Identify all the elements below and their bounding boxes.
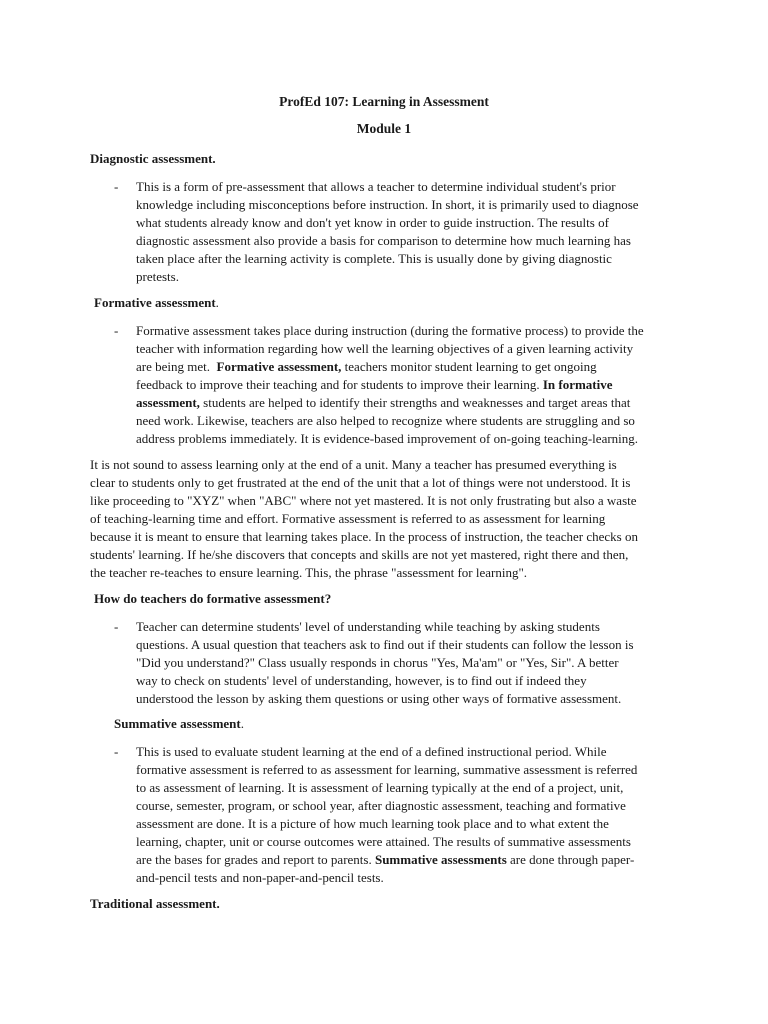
body-paragraph [90,456,710,582]
bullet-dash: - [114,619,119,634]
text-line: to as assessment of learning. It is assessment of learning typically at the end of a project, unit, [136,780,624,795]
text-line: the teacher re-teaches to ensure learning. This, the phrase "assessment for learning". [90,565,528,580]
text-line: understood the lesson by asking them questions or using other ways of formative assessment. [136,691,622,706]
bullet-dash: - [114,179,119,194]
diagnostic-heading: Diagnostic assessment. [90,151,216,166]
text-line [136,851,637,869]
text-line: what students already know and don't yet know in order to guide instruction. The results of [136,215,609,230]
text-line [136,376,644,394]
text-line: This is a form of pre-assessment that allows a teacher to determine individual student's prior [136,179,616,194]
text-line [136,394,644,412]
summative-text [136,743,637,887]
text-line: diagnostic assessment also provide a basis for comparison to determine how much learning has [136,233,631,248]
text-line: teacher with information regarding how well the learning objectives of a given learning activity [136,341,634,356]
how-text [136,618,634,708]
traditional-heading: Traditional assessment. [90,896,220,911]
summative-heading [114,715,244,733]
bold-run: Summative assessments [374,852,507,867]
text-line: formative assessment is referred to as assessment for learning, summative assessment is referred [136,762,638,777]
text-line: address problems immediately. It is evidence-based improvement of on-going teaching-learning. [136,431,639,446]
text-run: feedback to improve their teaching and for students to improve their learning. [136,377,543,392]
bold-run: Formative assessment, [216,359,342,374]
text-run: students are helped to identify their strengths and weaknesses and target areas that [199,395,631,410]
text-line: taken place after the learning activity is complete. This is usually done by giving diagnostic [136,251,612,266]
text-line: like proceeding to "XYZ" when "ABC" where not yet mastered. It is not only frustrating but also a waste [90,493,637,508]
text-run: are the bases for grades and report to parents. [136,852,375,867]
how-heading: How do teachers do formative assessment? [94,591,332,606]
text-line: "Did you understand?" Class usually responds in chorus "Yes, Ma'am" or "Yes, Sir". A better [136,655,619,670]
text-line: and-pencil tests and non-paper-and-pencil tests. [136,870,384,885]
text-line: knowledge including misconceptions before instruction. In short, it is primarily used to diagnose [136,197,639,212]
text-line: Teacher can determine students' level of understanding while teaching by asking students [136,619,600,634]
formative-heading-period: . [215,295,219,310]
bold-run: In formative [542,377,613,392]
text-run: are done through paper- [506,852,635,867]
formative-heading [94,294,219,312]
text-line: way to check on students' level of understanding, however, is to find out if indeed they [136,673,587,688]
text-line: course, semester, program, or school year, after diagnostic assessment, teaching and formative [136,798,626,813]
text-line: clear to students only to get frustrated at the end of the unit that a lot of things were not understood. It is [90,475,631,490]
text-line [136,358,644,376]
formative-heading-text: Formative assessment [94,295,216,310]
text-line: pretests. [136,269,179,284]
text-line: This is used to evaluate student learning at the end of a defined instructional period. While [136,744,607,759]
text-line: of teaching-learning time and effort. Formative assessment is referred to as assessment for learning [90,511,606,526]
text-line: need work. Likewise, teachers are also helped to recognize where students are struggling and so [136,413,635,428]
text-line: students' learning. If he/she discovers that concepts and skills are not yet mastered, right there and then, [90,547,629,562]
text-line: learning, chapter, unit or course outcomes were attained. The results of summative assessments [136,834,631,849]
text-line: assessment are done. It is a picture of how much learning took place and to what extent the [136,816,609,831]
document-title: ProfEd 107: Learning in Assessment [279,94,489,109]
text-run: teachers monitor student learning to get ongoing [341,359,597,374]
text-line: because it is meant to ensure that learning takes place. In the process of instruction, the teacher checks on [90,529,638,544]
bullet-dash: - [114,323,119,338]
text-line: Formative assessment takes place during instruction (during the formative process) to provide the [136,323,644,338]
text-line: It is not sound to assess learning only at the end of a unit. Many a teacher has presumed everything is [90,457,617,472]
summative-heading-text: Summative assessment [114,716,241,731]
summative-heading-period: . [240,716,244,731]
diagnostic-text [136,178,639,286]
text-line: questions. A usual question that teachers ask to find out if their students can follow the lesson is [136,637,634,652]
module-title: Module 1 [356,121,412,136]
text-run: are being met. [136,359,217,374]
bold-run: assessment, [136,395,200,410]
bullet-dash: - [114,744,119,759]
formative-text [136,322,644,448]
